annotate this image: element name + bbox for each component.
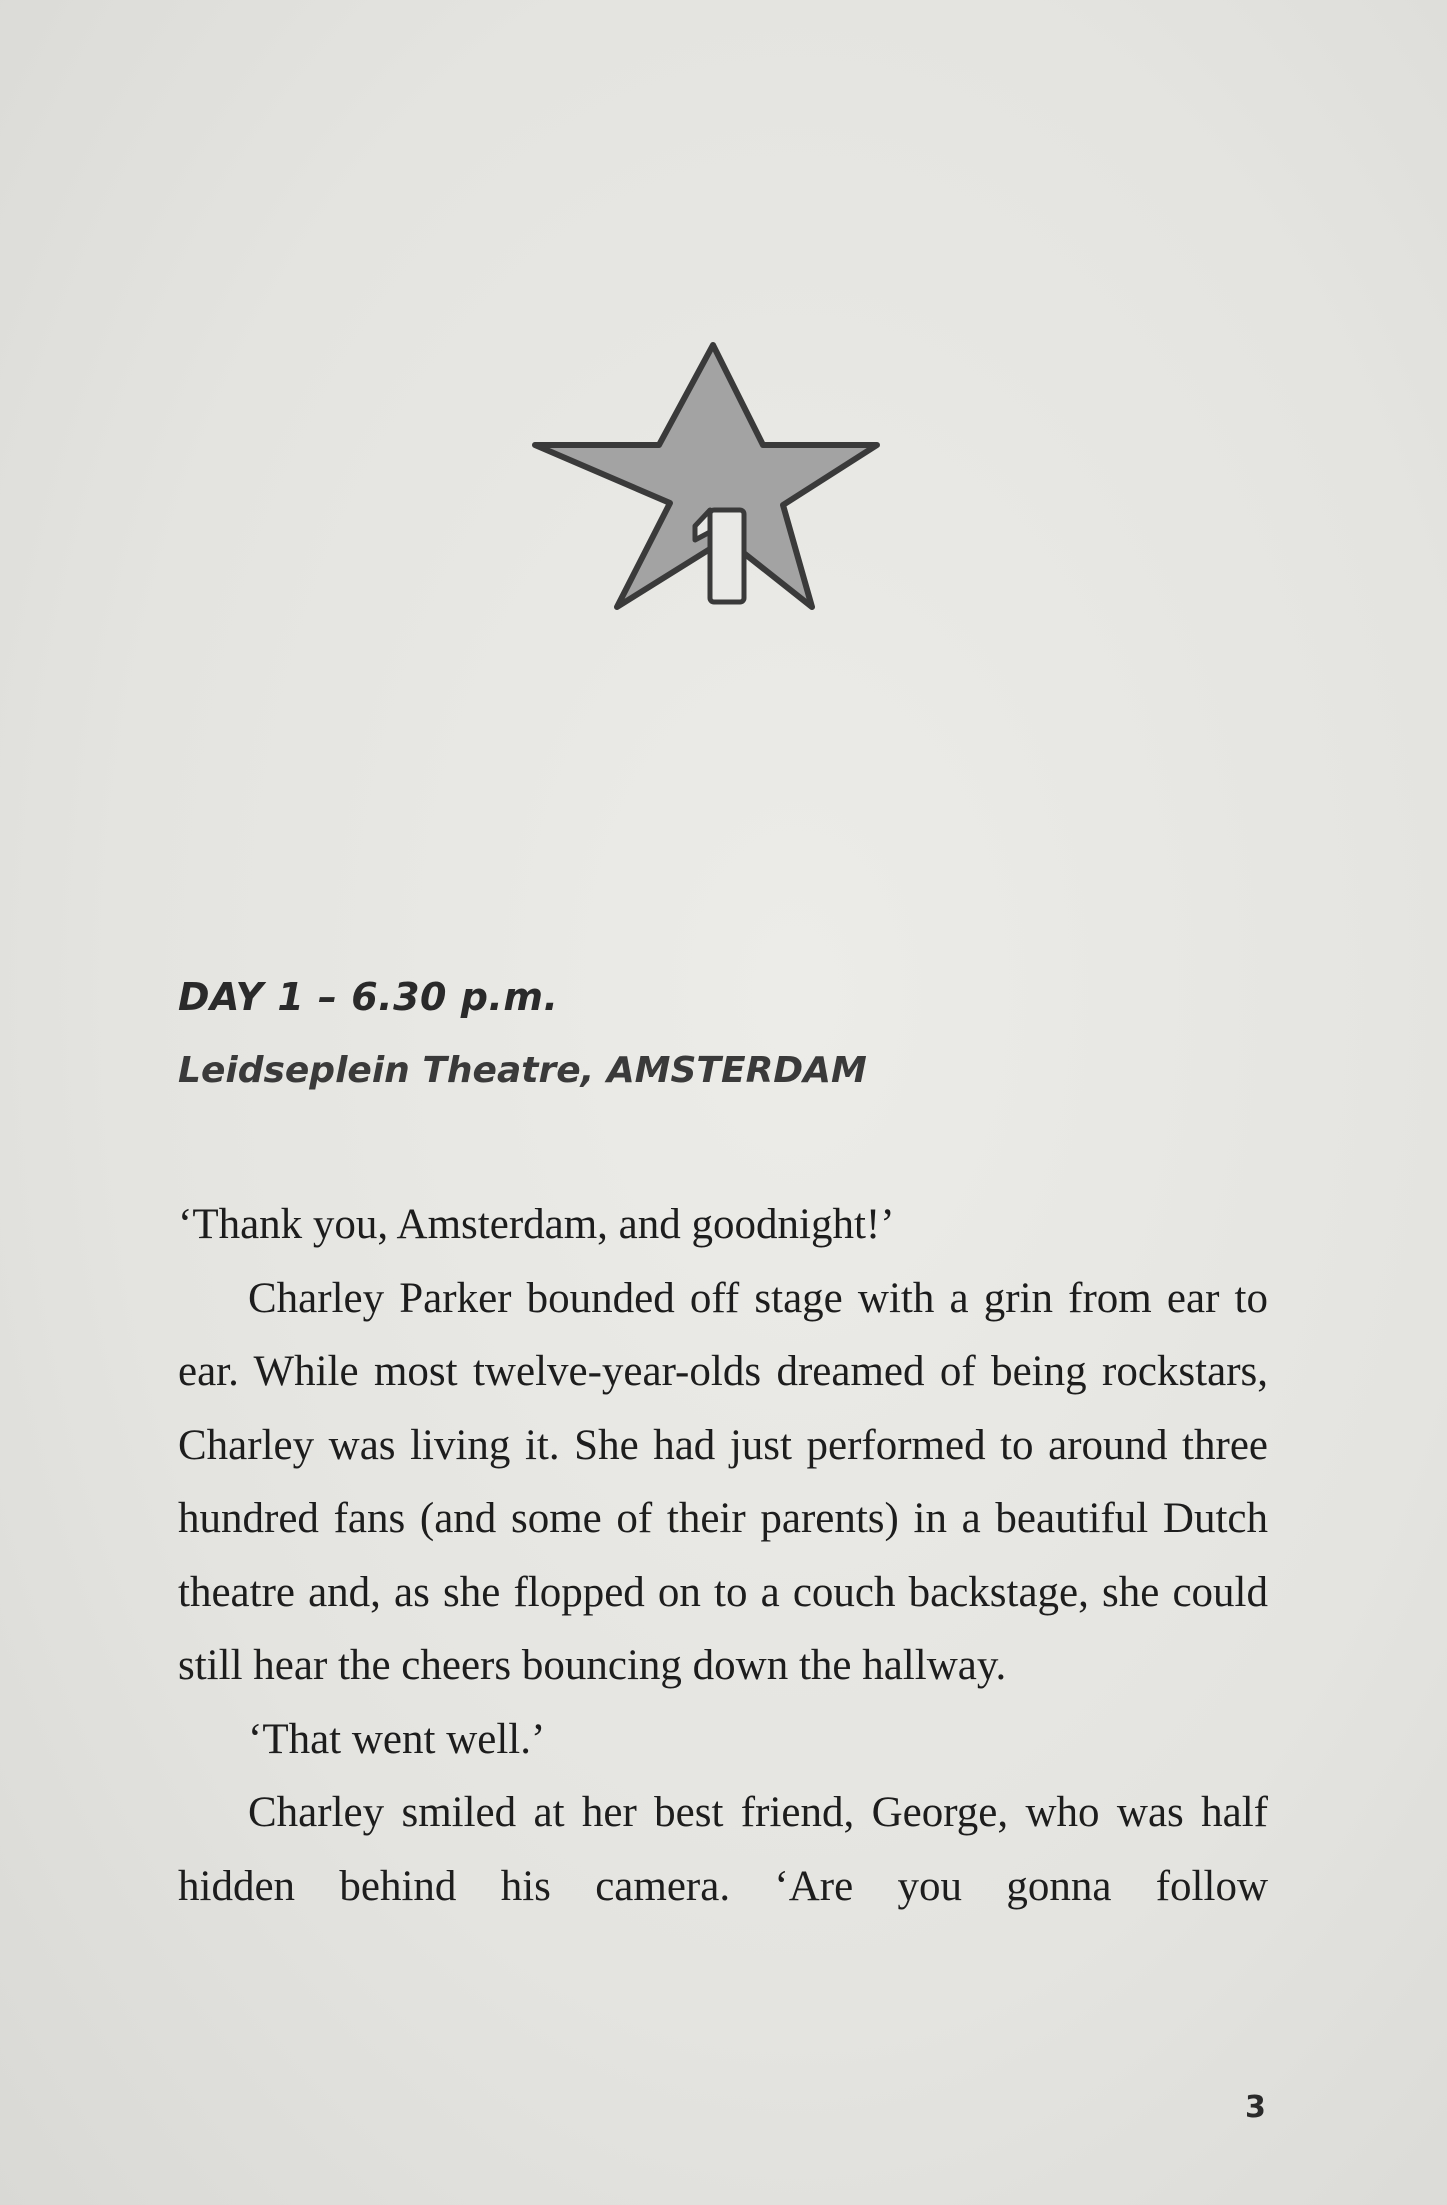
chapter-location: Leidseplein Theatre, AMSTERDAM [178, 1050, 867, 1091]
page-number: 3 [1245, 2090, 1266, 2125]
chapter-body [178, 1188, 1268, 1923]
paragraph-4: Charley smiled at her best friend, George, who was half hidden behind his camera. ‘Are you gonna follow [178, 1789, 1268, 1910]
paragraph-3: ‘That went well.’ [248, 1715, 546, 1763]
paragraph-2: Charley Parker bounded off stage with a grin from ear to ear. While most twelve-year-olds dreamed of being rockstars, Charley was living it. She had just performed to around three hundred fans (and some of their parents) in a beautiful Dutch theatre and, as she flopped on to a couch backstage, she could still hear the cheers bouncing down the hallway. [178, 1274, 1268, 1689]
chapter-day-time: DAY 1 – 6.30 p.m. [178, 975, 559, 1019]
star-icon [505, 340, 945, 740]
chapter-star-shape [535, 345, 877, 607]
chapter-number: 1 [726, 594, 728, 595]
paragraph-1: ‘Thank you, Amsterdam, and goodnight!’ [178, 1201, 895, 1248]
